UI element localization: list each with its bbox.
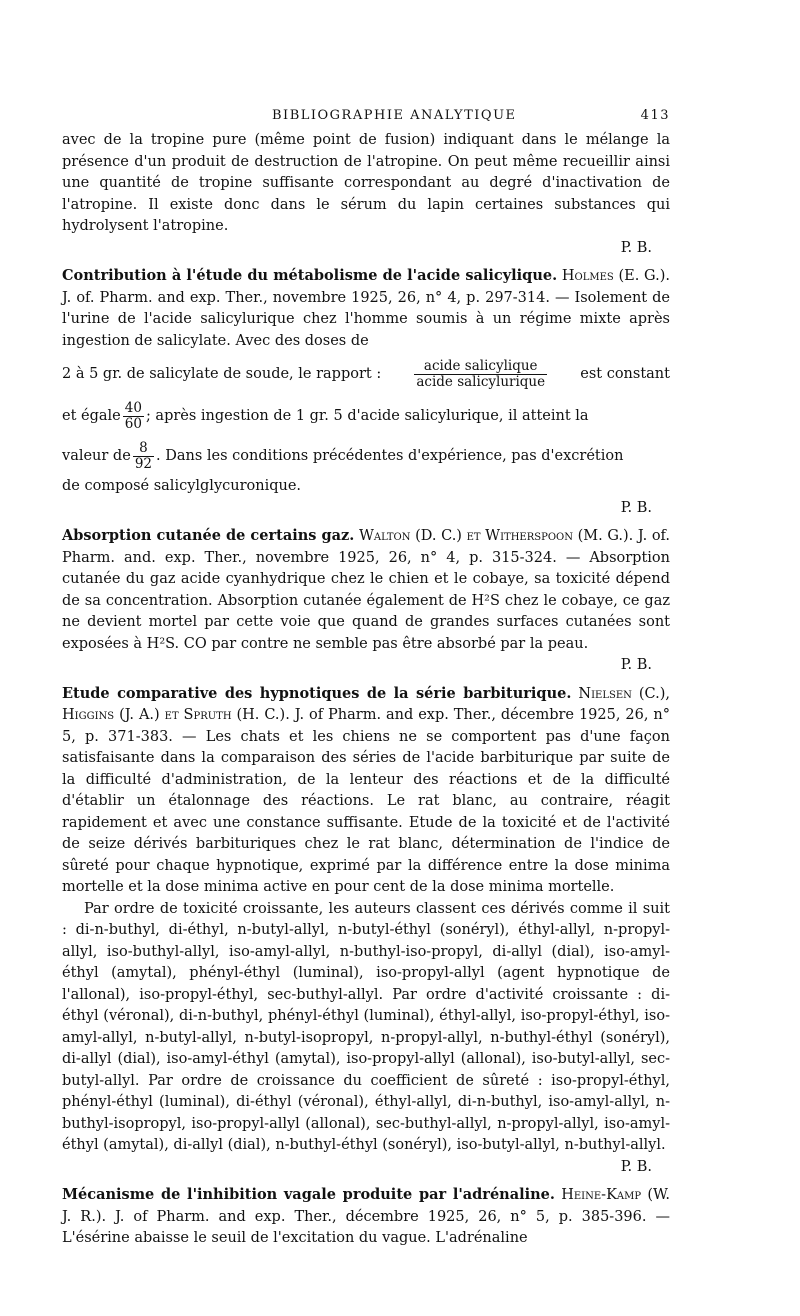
entry-hypnotiques-title: Etude comparative des hypnotiques de la série barbiturique. <box>62 684 572 702</box>
fraction-salicylique-denominator: acide salicylurique <box>416 373 546 390</box>
entry-hypnotiques-signature: P. B. <box>620 1158 652 1175</box>
fraction-40-60 <box>123 401 144 432</box>
entry-absorption-title: Absorption cutanée de certains gaz. <box>62 527 355 544</box>
entry-salicylique-title: Contribution à l'étude du métabolisme de l'acide salicylique. <box>62 267 558 284</box>
formula-line-3-before: valeur de <box>62 448 131 464</box>
formula-line-1 <box>62 352 670 396</box>
fraction-8-92-denominator: 92 <box>134 455 152 472</box>
formula-line-2-before: et égale <box>62 408 121 424</box>
formula-line-1-before: 2 à 5 gr. de salicylate de soude, le rapport : <box>62 366 382 382</box>
entry-hypnotiques-paragraph <box>62 683 670 899</box>
entry-absorption-ref: J. of. Pharm. and. exp. Ther., novembre 1925, 26, n° 4, p. 315-324. — Absorption cutanée du gaz acide cyanhydrique chez le chien et le cobaye, sa toxicité dépend de sa concentration. Absorption cutanée également de H²S chez le cobaye, ce gaz ne devient mortel par cette voie que quand de grandes surfaces cutanées sont exposées à H²S. CO par contre ne semble pas être absorbé par la peau. <box>62 528 671 652</box>
formula-line-3-after: . Dans les conditions précédentes d'expérience, pas d'excrétion <box>156 448 624 464</box>
entry-adrenaline-authors: Heine-Kamp (W. J. R.). <box>62 1187 671 1225</box>
entry-salicylique-tail <box>62 476 670 519</box>
entry-adrenaline <box>62 1184 670 1250</box>
intro-paragraph <box>62 130 670 259</box>
entry-hypnotiques-classification: Par ordre de toxicité croissante, les auteurs classent ces dérivés comme il suit : di-n-buthyl, di-éthyl, n-butyl-allyl, n-butyl-éthyl (sonéryl), éthyl-allyl, n-propyl-allyl, iso-buthyl-allyl, iso-amyl-allyl, n-buthyl-iso-propyl, di-allyl (dial), iso-amyl-éthyl (amytal), phényl-éthyl (luminal), iso-propyl-allyl (agent hypnotique de l'allonal), iso-propyl-éthyl, sec-buthyl-allyl. Par ordre d'activité croissante : di-éthyl (véronal), di-n-buthyl, phényl-éthyl (luminal), éthyl-allyl, iso-propyl-éthyl, iso-amyl-allyl, n-butyl-allyl, n-butyl-isopropyl, n-propyl-allyl, n-buthyl-éthyl (sonéryl), di-allyl (dial), iso-amyl-éthyl (amytal), iso-propyl-allyl (allonal), iso-butyl-allyl, sec-butyl-allyl. Par ordre de croissance du coefficient de sûreté : iso-propyl-éthyl, phényl-éthyl (luminal), di-éthyl (véronal), éthyl-allyl, di-n-buthyl, iso-amyl-allyl, n-buthyl-isopropyl, iso-propyl-allyl (allonal), sec-buthyl-allyl, n-propyl-allyl, iso-amyl-éthyl (amytal), di-allyl (dial), n-buthyl-éthyl (sonéryl), iso-butyl-allyl, n-buthyl-allyl. <box>62 900 670 1153</box>
entry-absorption-signature: P. B. <box>620 657 652 673</box>
fraction-salicylique-numerator: acide salicylique <box>414 359 547 375</box>
formula-line-2 <box>62 396 670 436</box>
entry-salicylique <box>62 265 670 519</box>
entry-salicylique-ref: (E. G.). J. of. Pharm. and exp. Ther., novembre 1925, 26, n° 4, p. 297-314. — Isolement de l'urine de l'acide salicylurique chez l'homme soumis à un régime mixte après ingestion de salicylate. Avec des doses de <box>62 268 670 349</box>
page-number: 413 <box>640 108 670 123</box>
formula-line-1-after: est constant <box>580 366 670 382</box>
book-page <box>62 108 670 1250</box>
entry-absorption-paragraph <box>62 525 670 677</box>
intro-signature: P. B. <box>620 239 652 256</box>
fraction-40-60-denominator: 60 <box>124 415 142 432</box>
formula-line-2-after: ; après ingestion de 1 gr. 5 d'acide salicylurique, il atteint la <box>145 408 589 424</box>
fraction-salicylique <box>414 359 547 390</box>
entry-adrenaline-paragraph <box>62 1184 670 1250</box>
entry-hypnotiques <box>62 683 670 1179</box>
entry-adrenaline-ref: J. of Pharm. and exp. Ther., décembre 1925, 26, n° 5, p. 385-396. — L'ésérine abaisse le seuil de l'excitation du vague. L'adrénaline <box>62 1208 670 1246</box>
entry-salicylique-signature: P. B. <box>620 499 652 516</box>
running-head-title: BIBLIOGRAPHIE ANALYTIQUE <box>272 108 517 123</box>
entry-adrenaline-title: Mécanisme de l'inhibition vagale produite par l'adrénaline. <box>62 1186 555 1203</box>
fraction-8-92 <box>133 441 154 472</box>
entry-absorption-authors: Walton (D. C.) et Witherspoon (M. G.). <box>358 528 634 544</box>
entry-salicylique-tail-text: de composé salicylglycuronique. <box>62 478 302 494</box>
entry-hypnotiques-paragraph-2 <box>62 899 670 1179</box>
entry-absorption <box>62 525 670 677</box>
entry-hypnotiques-ref: J. of Pharm. and exp. Ther., décembre 1925, 26, n° 5, p. 371-383. — Les chats et les chiens ne se comportent pas d'une façon satisfaisante dans la comparaison des séries de l'acide barbiturique par suite de la difficulté d'administration, de la lenteur des réactions et de la difficulté d'établir un étalonnage des réactions. Le rat blanc, au contraire, réagit rapidement et avec une constance suffisante. Etude de la toxicité et de l'activité de seize dérivés barbituriques chez le rat blanc, détermination de l'indice de sûreté pour chaque hypnotique, exprimé par la différence entre la dose minima mortelle et la dose minima active en pour cent de la dose minima mortelle. <box>62 707 670 895</box>
fraction-8-92-numerator: 8 <box>133 441 154 457</box>
running-head <box>62 108 670 130</box>
fraction-40-60-numerator: 40 <box>124 399 142 416</box>
entry-hypnotiques-authors: Nielsen (C.), Higgins (J. A.) et Spruth (H. C.). <box>62 685 671 723</box>
entry-salicylique-paragraph <box>62 265 670 352</box>
formula-line-3 <box>62 436 670 476</box>
entry-salicylique-author: Holmes <box>561 268 614 284</box>
intro-text: avec de la tropine pure (même point de fusion) indiquant dans le mélange la présence d'un produit de destruction de l'atropine. On peut même recueillir ainsi une quantité de tropine suffisante correspondant au degré d'inactivation de l'atropine. Il existe donc dans le sérum du lapin certaines substances qui hydrolysent l'atropine. <box>62 132 670 234</box>
